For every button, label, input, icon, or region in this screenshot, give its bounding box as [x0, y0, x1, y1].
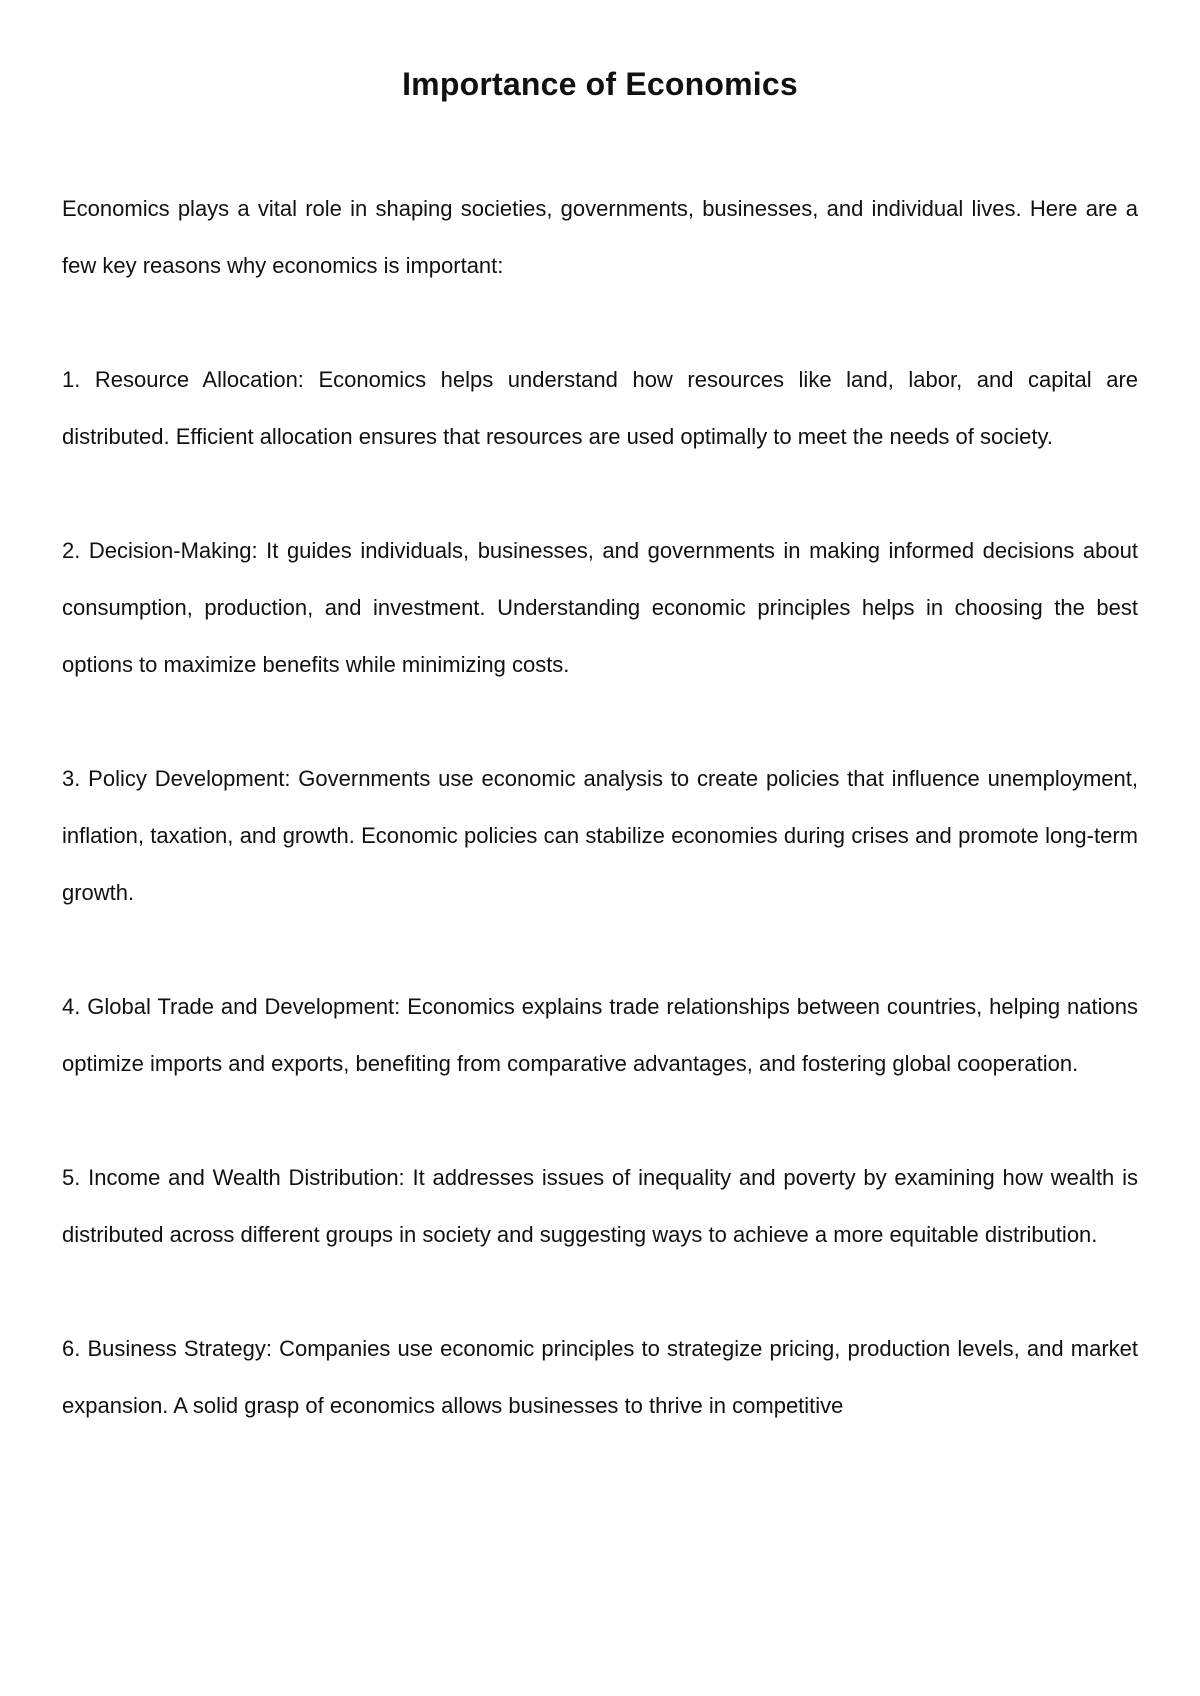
intro-paragraph: Economics plays a vital role in shaping societies, governments, businesses, and individual lives. Here are a few key reasons why economics is important:	[62, 196, 1138, 278]
point-income-distribution: 5. Income and Wealth Distribution: It addresses issues of inequality and poverty by examining how wealth is distributed across different groups in society and suggesting ways to achieve a more equitable distribution.	[62, 1165, 1138, 1247]
point-global-trade: 4. Global Trade and Development: Economics explains trade relationships between countries, helping nations optimize imports and exports, benefiting from comparative advantages, and fostering global cooperation.	[62, 994, 1138, 1076]
point-resource-allocation: 1. Resource Allocation: Economics helps understand how resources like land, labor, and capital are distributed. Efficient allocation ensures that resources are used optimally to meet the needs of society.	[62, 367, 1138, 449]
point-business-strategy: 6. Business Strategy: Companies use economic principles to strategize pricing, production levels, and market expansion. A solid grasp of economics allows businesses to thrive in competitive	[62, 1336, 1138, 1418]
point-policy-development: 3. Policy Development: Governments use economic analysis to create policies that influence unemployment, inflation, taxation, and growth. Economic policies can stabilize economies during crises and promote long-term growth.	[62, 766, 1138, 905]
document-title: Importance of Economics	[402, 66, 798, 102]
point-decision-making: 2. Decision-Making: It guides individuals, businesses, and governments in making informed decisions about consumption, production, and investment. Understanding economic principles helps in choosing the best options to maximize benefits while minimizing costs.	[62, 538, 1138, 677]
